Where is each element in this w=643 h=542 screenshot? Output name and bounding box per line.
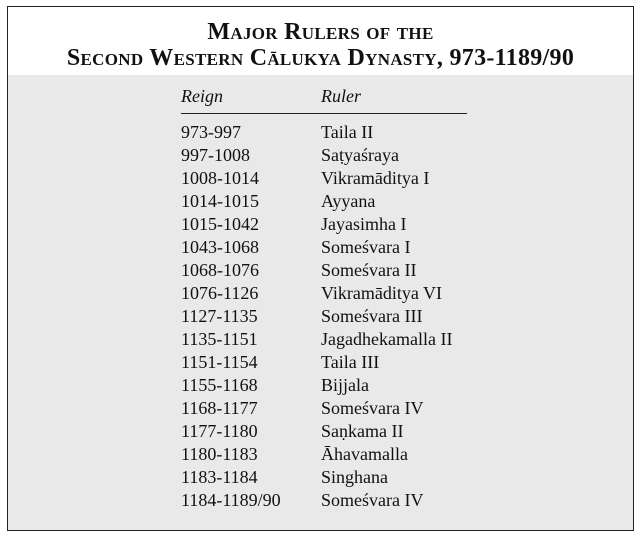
table-row — [181, 236, 467, 259]
ruler-cell: Someśvara III — [321, 306, 423, 326]
reign-cell: 1135-1151 — [181, 329, 258, 349]
reign-cell: 1015-1042 — [181, 214, 259, 234]
reign-cell: 1183-1184 — [181, 467, 258, 487]
reign-cell: 1068-1076 — [181, 260, 259, 280]
ruler-cell: Someśvara I — [321, 237, 411, 257]
ruler-cell: Someśvara IV — [321, 490, 424, 510]
reign-cell: 1177-1180 — [181, 421, 258, 441]
reign-cell: 1127-1135 — [181, 306, 258, 326]
table-row — [181, 374, 467, 397]
rulers-table — [181, 85, 467, 512]
table-row — [181, 282, 467, 305]
reign-cell: 1076-1126 — [181, 283, 259, 303]
header-ruler: Ruler — [321, 86, 361, 106]
table-row — [181, 420, 467, 443]
table-row — [181, 351, 467, 374]
ruler-cell: Someśvara II — [321, 260, 417, 280]
header-reign: Reign — [181, 86, 223, 106]
table-body — [181, 114, 467, 512]
reign-cell: 1180-1183 — [181, 444, 258, 464]
table-header — [181, 85, 467, 114]
table-row — [181, 305, 467, 328]
ruler-cell: Bijjala — [321, 375, 369, 395]
ruler-cell: Someśvara IV — [321, 398, 424, 418]
table-row — [181, 259, 467, 282]
reign-cell: 997-1008 — [181, 145, 250, 165]
reign-cell: 1155-1168 — [181, 375, 258, 395]
title-area — [8, 7, 633, 75]
reign-cell: 1008-1014 — [181, 168, 259, 188]
title-line-1: Major Rulers of the — [207, 19, 434, 45]
table-row — [181, 466, 467, 489]
table-row — [181, 213, 467, 236]
ruler-cell: Taila II — [321, 122, 374, 142]
ruler-cell: Ayyana — [321, 191, 376, 211]
ruler-cell: Āhavamalla — [321, 444, 408, 464]
ruler-cell: Vikramāditya VI — [321, 283, 443, 303]
table-row — [181, 489, 467, 512]
ruler-cell: Saṭyaśraya — [321, 145, 399, 165]
reign-cell: 973-997 — [181, 122, 241, 142]
table-frame — [7, 6, 634, 531]
reign-cell: 1184-1189/90 — [181, 490, 281, 510]
reign-cell: 1168-1177 — [181, 398, 258, 418]
ruler-cell: Saṇkama II — [321, 421, 404, 441]
table-row — [181, 121, 467, 144]
reign-cell: 1151-1154 — [181, 352, 258, 372]
ruler-cell: Singhana — [321, 467, 388, 487]
table-row — [181, 397, 467, 420]
reign-cell: 1043-1068 — [181, 237, 259, 257]
table-row — [181, 167, 467, 190]
reign-cell: 1014-1015 — [181, 191, 259, 211]
table-row — [181, 443, 467, 466]
table-row — [181, 144, 467, 167]
table-row — [181, 328, 467, 351]
title-line-2: Second Western Cālukya Dynasty, 973-1189/90 — [66, 45, 575, 71]
ruler-cell: Jayasimha I — [321, 214, 407, 234]
ruler-cell: Jagadhekamalla II — [321, 329, 453, 349]
ruler-cell: Vikramāditya I — [321, 168, 430, 188]
ruler-cell: Taila III — [321, 352, 380, 372]
table-row — [181, 190, 467, 213]
